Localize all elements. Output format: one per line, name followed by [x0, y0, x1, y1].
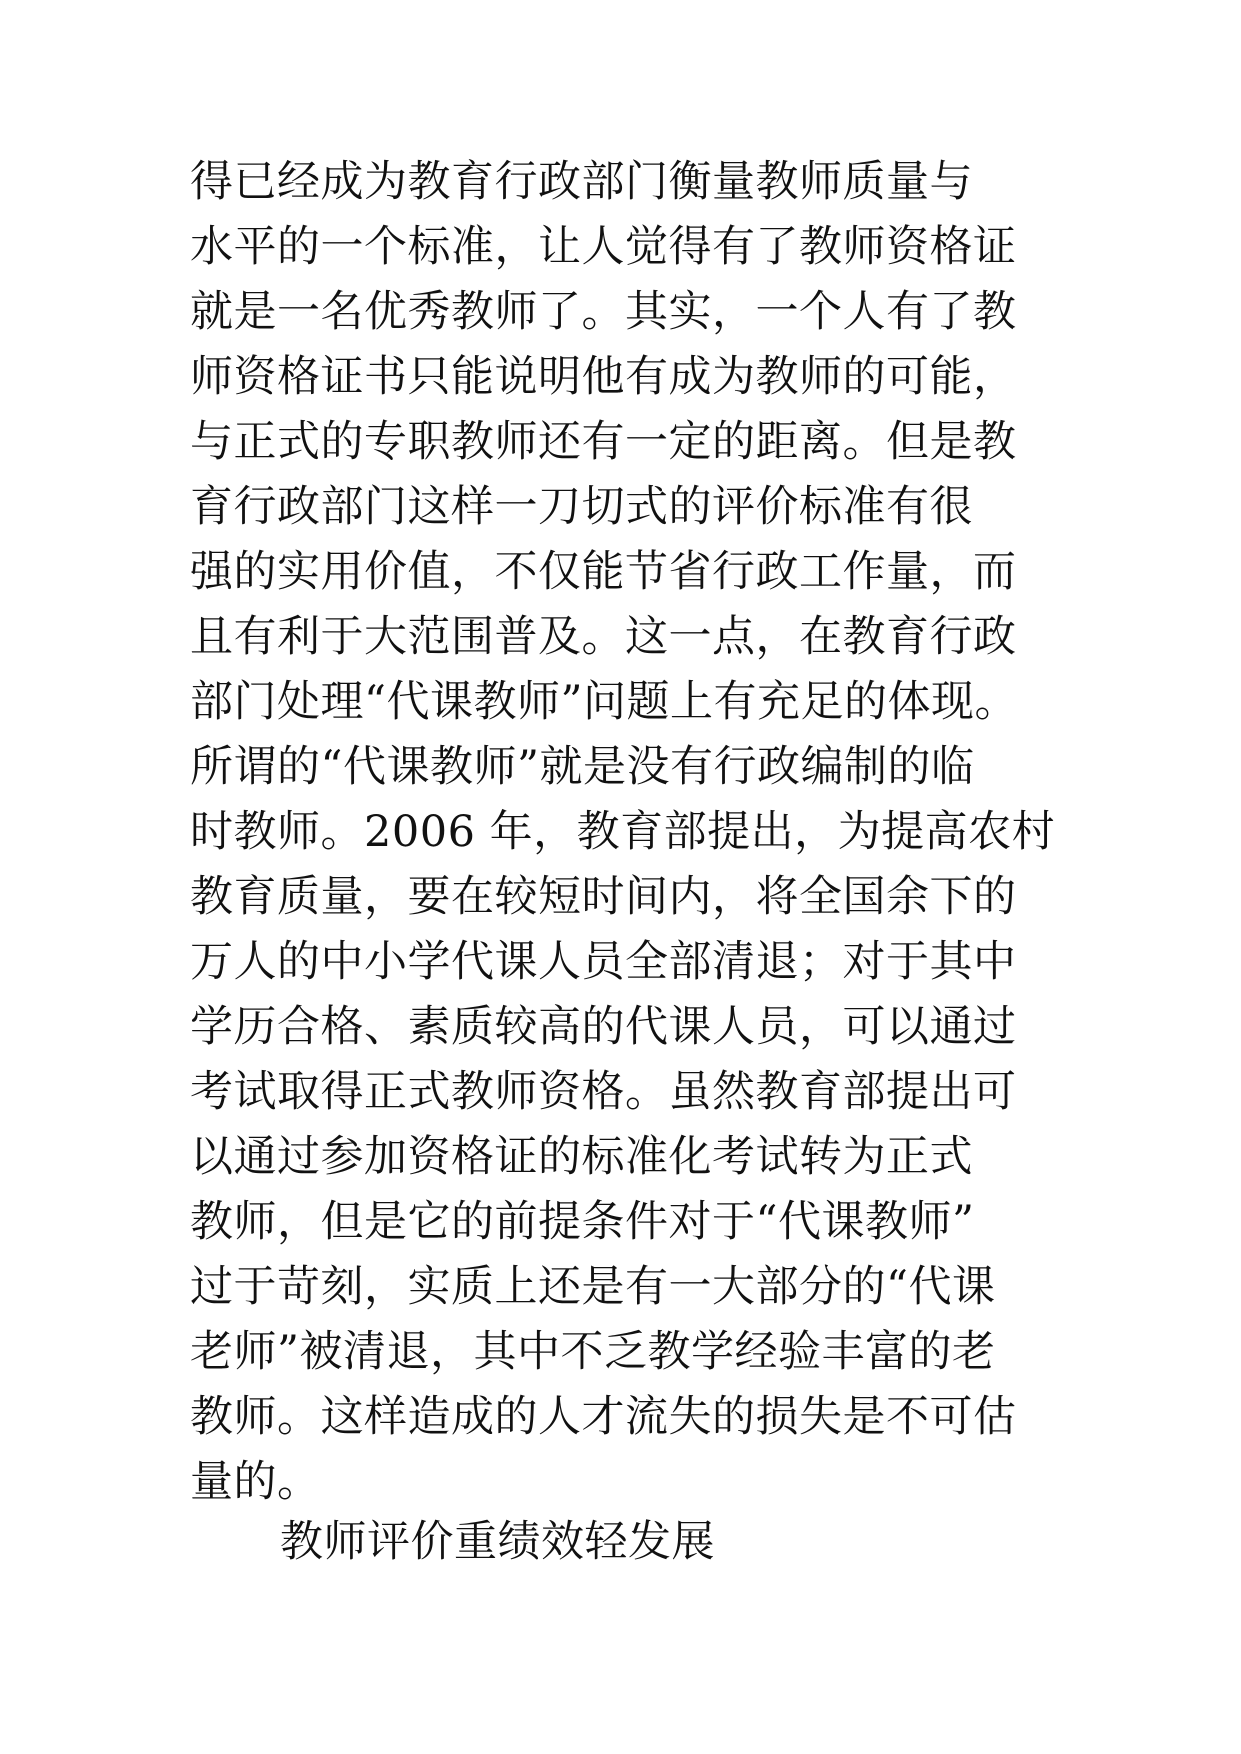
body-paragraph	[190, 150, 1090, 1515]
text-line: 万人的中小学代课人员全部清退；对于其中	[190, 937, 1017, 987]
text-line: 与正式的专职教师还有一定的距离。但是教	[190, 417, 1017, 467]
text-line: 过于苛刻，实质上还是有一大部分的“代课	[190, 1262, 996, 1312]
text-line: 强的实用价值，不仅能节省行政工作量，而	[190, 547, 1017, 597]
text-line: 教师。这样造成的人才流失的损失是不可估	[190, 1392, 1017, 1442]
text-line: 学历合格、素质较高的代课人员，可以通过	[190, 1002, 1017, 1052]
text-line: 教师，但是它的前提条件对于“代课教师”	[190, 1197, 975, 1247]
text-line: 就是一名优秀教师了。其实，一个人有了教	[190, 287, 1017, 337]
text-line: 量的。	[190, 1457, 321, 1507]
text-line: 时教师。2006 年，教育部提出，为提高农村	[190, 807, 1056, 857]
text-line: 老师”被清退，其中不乏教学经验丰富的老	[190, 1327, 996, 1377]
text-line: 以通过参加资格证的标准化考试转为正式	[190, 1132, 973, 1182]
text-line: 教育质量，要在较短时间内，将全国余下的	[190, 872, 1017, 922]
text-line: 且有利于大范围普及。这一点，在教育行政	[190, 612, 1017, 662]
text-line: 育行政部门这样一刀切式的评价标准有很	[190, 482, 973, 532]
text-line: 考试取得正式教师资格。虽然教育部提出可	[190, 1067, 1017, 1117]
text-line: 师资格证书只能说明他有成为教师的可能，	[190, 352, 1017, 402]
text-line: 水平的一个标准，让人觉得有了教师资格证	[190, 222, 1017, 272]
text-line: 得已经成为教育行政部门衡量教师质量与	[190, 157, 973, 207]
text-line: 所谓的“代课教师”就是没有行政编制的临	[190, 742, 975, 792]
section-heading: 教师评价重绩效轻发展	[280, 1517, 715, 1567]
text-line: 部门处理“代课教师”问题上有充足的体现。	[190, 677, 1018, 727]
